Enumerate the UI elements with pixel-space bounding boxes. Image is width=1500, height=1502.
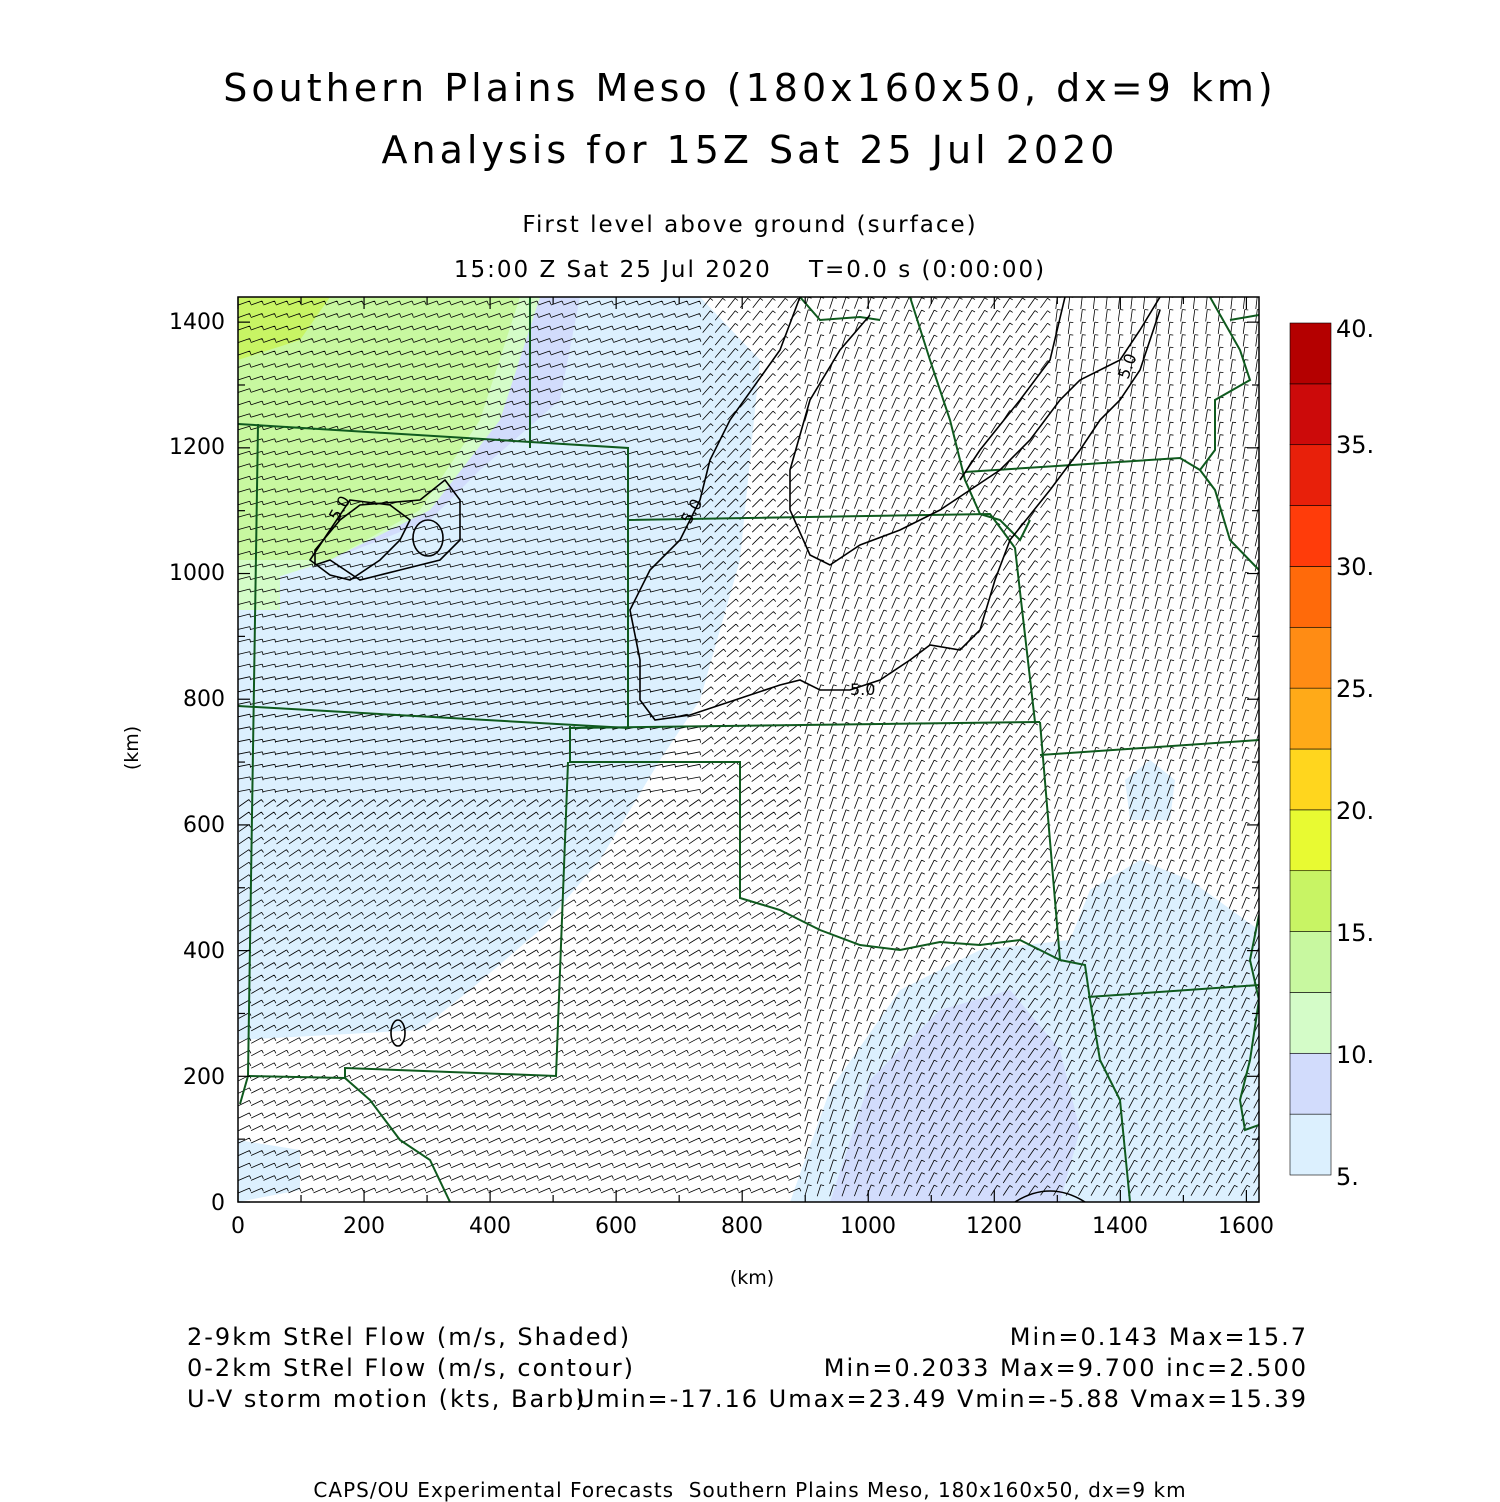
contour-label: 5.0	[325, 492, 355, 524]
x-tick-label: 600	[595, 1214, 637, 1239]
colorbar-swatch	[1290, 506, 1331, 567]
x-axis-label: (km)	[729, 1267, 775, 1289]
x-tick-labels	[231, 1214, 1274, 1239]
y-tick-label: 400	[183, 939, 225, 964]
x-tick-label: 1400	[1092, 1214, 1148, 1239]
legend-barb-stats: Umin=-17.16 Umax=23.49 Vmin=-5.88 Vmax=15.39	[576, 1385, 1308, 1413]
y-tick-label: 800	[183, 687, 225, 712]
legend-shaded-label: 2-9km StRel Flow (m/s, Shaded)	[187, 1323, 632, 1351]
time-subtitle: 15:00 Z Sat 25 Jul 2020 T=0.0 s (0:00:00)	[453, 257, 1047, 283]
colorbar-swatch	[1290, 688, 1331, 749]
x-tick-label: 400	[469, 1214, 511, 1239]
y-tick-labels	[169, 310, 225, 1216]
legend-shaded-stats: Min=0.143 Max=15.7	[1009, 1323, 1308, 1351]
colorbar-swatch	[1290, 445, 1331, 506]
y-tick-label: 200	[183, 1065, 225, 1090]
colorbar	[1290, 323, 1331, 1175]
x-tick-label: 1600	[1218, 1214, 1274, 1239]
colorbar-swatch	[1290, 1114, 1331, 1175]
colorbar-label: 30.	[1336, 553, 1375, 581]
colorbar-swatch	[1290, 1053, 1331, 1114]
legend-contour-stats: Min=0.2033 Max=9.700 inc=2.500	[823, 1354, 1308, 1382]
colorbar-swatch	[1290, 323, 1331, 384]
x-tick-label: 1000	[840, 1214, 896, 1239]
colorbar-label: 10.	[1336, 1041, 1375, 1069]
colorbar-swatch	[1290, 749, 1331, 810]
legend-barb-label: U-V storm motion (kts, Barb)	[187, 1385, 587, 1413]
x-tick-label: 800	[721, 1214, 763, 1239]
boundary-mississippi	[1200, 297, 1259, 570]
x-tick-label: 200	[343, 1214, 385, 1239]
title-line-1: Southern Plains Meso (180x160x50, dx=9 km)	[223, 66, 1277, 110]
colorbar-label: 5.	[1336, 1163, 1359, 1191]
y-tick-label: 600	[183, 813, 225, 838]
colorbar-label: 15.	[1336, 919, 1375, 947]
colorbar-label: 35.	[1336, 431, 1375, 459]
legend-contour-label: 0-2km StRel Flow (m/s, contour)	[187, 1354, 636, 1382]
y-axis-label: (km)	[121, 725, 143, 771]
y-tick-label: 1400	[169, 310, 225, 335]
y-tick-label: 1000	[169, 561, 225, 586]
colorbar-swatch	[1290, 810, 1331, 871]
x-tick-label: 0	[231, 1214, 245, 1239]
colorbar-swatch	[1290, 992, 1331, 1053]
colorbar-labels	[1336, 315, 1374, 1191]
boundary-ar-north	[1040, 740, 1259, 755]
contour-label: 5.0	[1113, 350, 1141, 382]
colorbar-label: 25.	[1336, 675, 1375, 703]
y-tick-label: 0	[211, 1191, 225, 1216]
boundary-mexico	[248, 1076, 345, 1078]
shade-band-5-sw	[238, 1140, 300, 1202]
boundary-il-in	[1230, 315, 1259, 320]
footer-credit: CAPS/OU Experimental Forecasts Southern Plains Meso, 180x160x50, dx=9 km	[313, 1478, 1187, 1502]
colorbar-label: 20.	[1336, 797, 1375, 825]
colorbar-label: 40.	[1336, 315, 1375, 343]
title-line-2: Analysis for 15Z Sat 25 Jul 2020	[381, 128, 1119, 172]
level-subtitle: First level above ground (surface)	[522, 212, 978, 238]
contour-label: 5.0	[677, 495, 707, 527]
colorbar-swatch	[1290, 627, 1331, 688]
colorbar-swatch	[1290, 566, 1331, 627]
colorbar-swatch	[1290, 384, 1331, 445]
x-tick-label: 1200	[966, 1214, 1022, 1239]
contour-label: 5.0	[850, 680, 876, 699]
boundary-ia-mo	[910, 297, 1030, 540]
colorbar-swatch	[1290, 932, 1331, 993]
y-tick-label: 1200	[169, 435, 225, 460]
colorbar-swatch	[1290, 871, 1331, 932]
